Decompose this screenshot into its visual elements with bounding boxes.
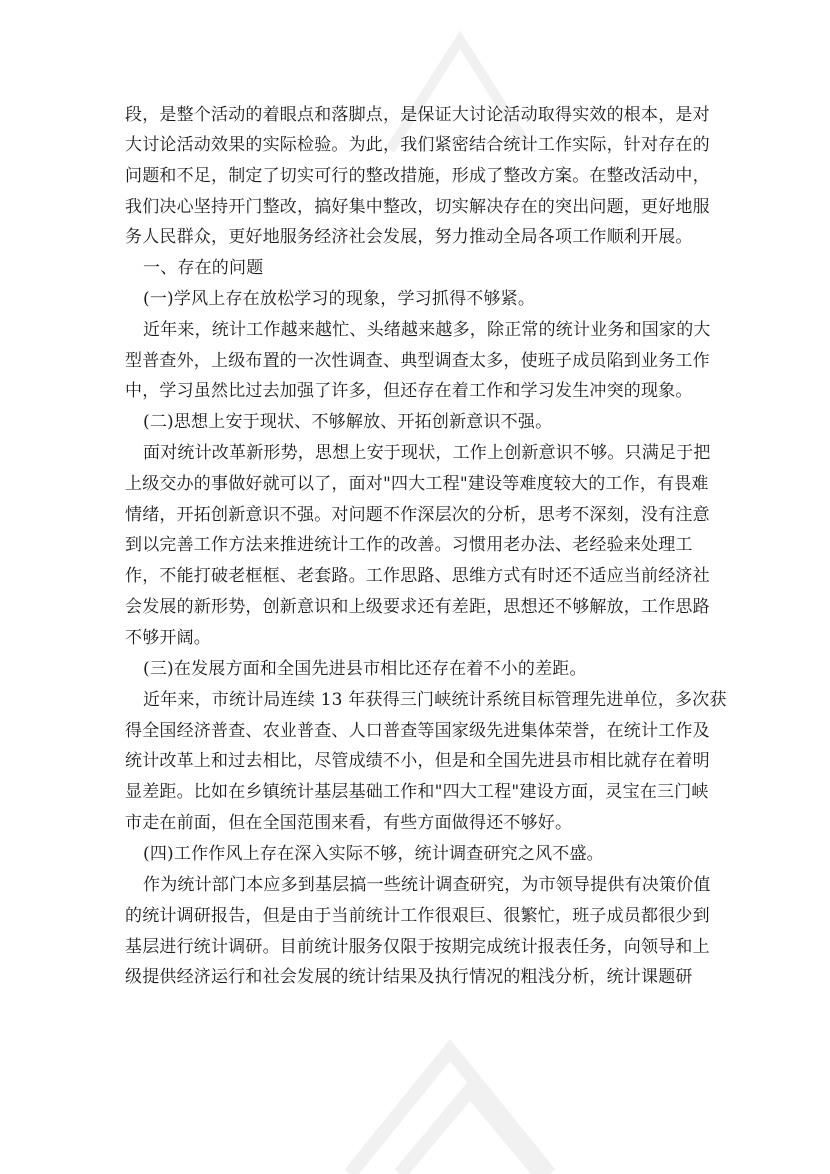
text-line: 作为统计部门本应多到基层搞一些统计调查研究，为市领导提供有决策价值 (143, 875, 711, 895)
text-line: 级提供经济运行和社会发展的统计结果及执行情况的粗浅分析，统计课题研 (125, 967, 693, 987)
text-line: 作，不能打破老框框、老套路。工作思路、思维方式有时还不适应当前经济社 (125, 566, 710, 586)
text-line: 得全国经济普查、农业普查、人口普查等国家级先进集体荣誉，在统计工作及 (125, 721, 710, 741)
watermark-graphic (330, 1010, 590, 1174)
text-line: 大讨论活动效果的实际检验。为此，我们紧密结合统计工作实际，针对存在的 (125, 135, 710, 155)
text-line: 情绪，开拓创新意识不强。对问题不作深层次的分析，思考不深刻，没有注意 (125, 505, 710, 525)
text-line: 中，学习虽然比过去加强了许多，但还存在着工作和学习发生冲突的现象。 (125, 381, 693, 401)
text-line: 务人民群众，更好地服务经济社会发展，努力推动全局各项工作顺利开展。 (125, 227, 693, 247)
subsection-heading: (一)学风上存在放松学习的现象，学习抓得不够紧。 (143, 289, 536, 309)
subsection-heading: (二)思想上安于现状、不够解放、开拓创新意识不强。 (143, 412, 553, 432)
text-line: 型普查外，上级布置的一次性调查、典型调查太多，使班子成员陷到业务工作 (125, 351, 710, 371)
subsection-heading: (三)在发展方面和全国先进县市相比还存在着不小的差距。 (143, 659, 587, 679)
text-line: 我们决心坚持开门整改，搞好集中整改，切实解决存在的突出问题，更好地服 (125, 197, 710, 217)
text-line: 近年来，市统计局连续 13 年获得三门峡统计系统目标管理先进单位，多次获 (143, 690, 727, 710)
text-line: 段，是整个活动的着眼点和落脚点，是保证大讨论活动取得实效的根本，是对 (125, 105, 710, 125)
text-line: 问题和不足，制定了切实可行的整改措施，形成了整改方案。在整改活动中， (125, 166, 710, 186)
subsection-heading: (四)工作作风上存在深入实际不够，统计调查研究之风不盛。 (143, 844, 604, 864)
text-line: 显差距。比如在乡镇统计基层基础工作和"四大工程"建设方面，灵宝在三门峡 (125, 782, 709, 802)
text-line: 市走在前面，但在全国范围来看，有些方面做得还不够好。 (125, 813, 573, 833)
text-line: 面对统计改革新形势，思想上安于现状，工作上创新意识不够。只满足于把 (143, 443, 711, 463)
text-line: 基层进行统计调研。目前统计服务仅限于按期完成统计报表任务，向领导和上 (125, 937, 710, 957)
text-line: 会发展的新形势，创新意识和上级要求还有差距，思想还不够解放，工作思路 (125, 597, 710, 617)
text-line: 上级交办的事做好就可以了，面对"四大工程"建设等难度较大的工作，有畏难 (125, 474, 709, 494)
text-line: 近年来，统计工作越来越忙、头绪越来越多，除正常的统计业务和国家的大 (143, 320, 711, 340)
section-heading: 一、存在的问题 (143, 258, 264, 278)
text-line: 的统计调研报告，但是由于当前统计工作很艰巨、很繁忙，班子成员都很少到 (125, 906, 710, 926)
text-line: 不够开阔。 (125, 628, 211, 648)
text-line: 到以完善工作方法来推进统计工作的改善。习惯用老办法、老经验来处理工 (125, 535, 693, 555)
text-line: 统计改革上和过去相比，尽管成绩不小，但是和全国先进县市相比就存在着明 (125, 751, 710, 771)
